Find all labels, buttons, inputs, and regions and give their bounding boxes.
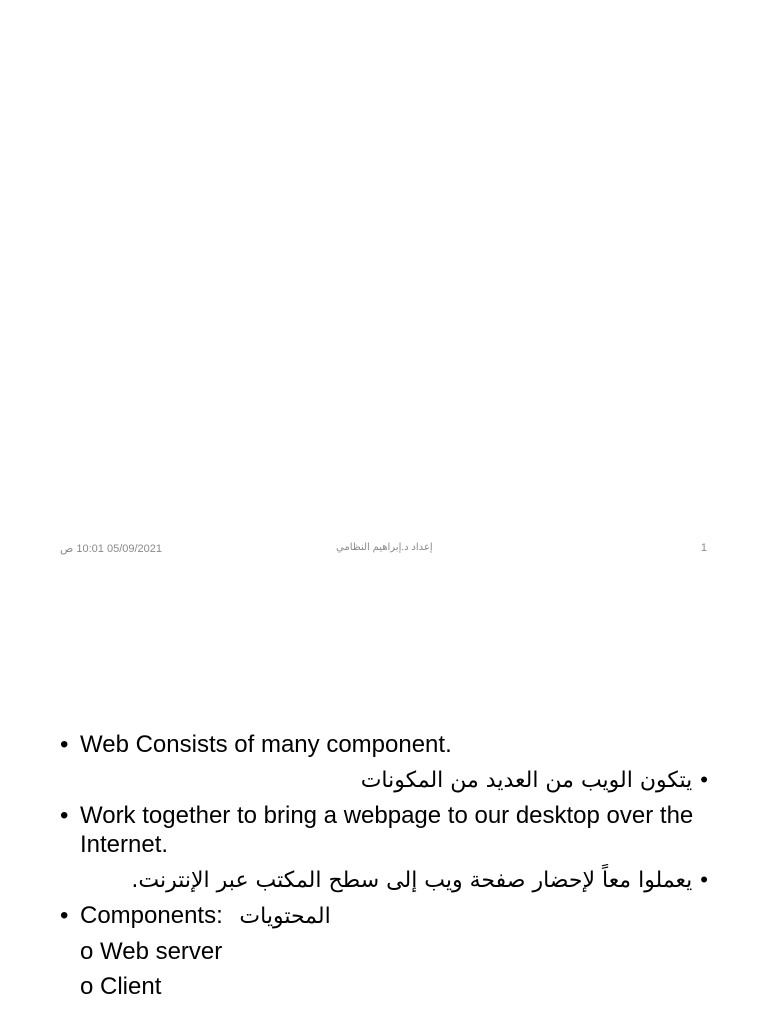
bullet-dot: • [60, 902, 69, 929]
sub-item-web-server [0, 937, 768, 966]
sub-item-client [0, 972, 768, 1001]
footer-date: 05/09/2021 10:01 ص [60, 543, 163, 555]
bullet-components [0, 901, 768, 931]
bullet-dot: • [700, 767, 708, 792]
slide-footer [0, 540, 768, 558]
slide-content [0, 730, 768, 1007]
sub-bullet-circle: o [80, 938, 94, 965]
bullet-text: Components: [80, 902, 223, 929]
bullet-web-consists-arabic [0, 765, 768, 795]
bullet-text: Web Consists of many component. [80, 731, 452, 758]
sub-item-text: Web server [100, 938, 223, 965]
bullet-text-arabic: المحتويات [239, 904, 331, 929]
bullet-work-together-arabic [0, 865, 768, 895]
bullet-text: Work together to bring a webpage to our desktop over the Internet. [80, 802, 694, 858]
sub-item-text: Client [100, 973, 162, 1000]
footer-page-number: 1 [700, 542, 707, 554]
bullet-dot: • [60, 731, 69, 758]
bullet-dot: • [60, 802, 69, 829]
bullet-text-arabic: يعملوا معاً لإحضار صفحة ويب إلى سطح المكتب عبر الإنترنت. [131, 868, 693, 893]
bullet-web-consists [0, 730, 768, 759]
bullet-text-arabic: يتكون الويب من العديد من المكونات [360, 768, 693, 793]
footer-author: إعداد د.إبراهيم النظامي [336, 542, 433, 553]
bullet-work-together [0, 801, 768, 859]
sub-bullet-circle: o [80, 973, 94, 1000]
bullet-dot: • [700, 867, 708, 892]
